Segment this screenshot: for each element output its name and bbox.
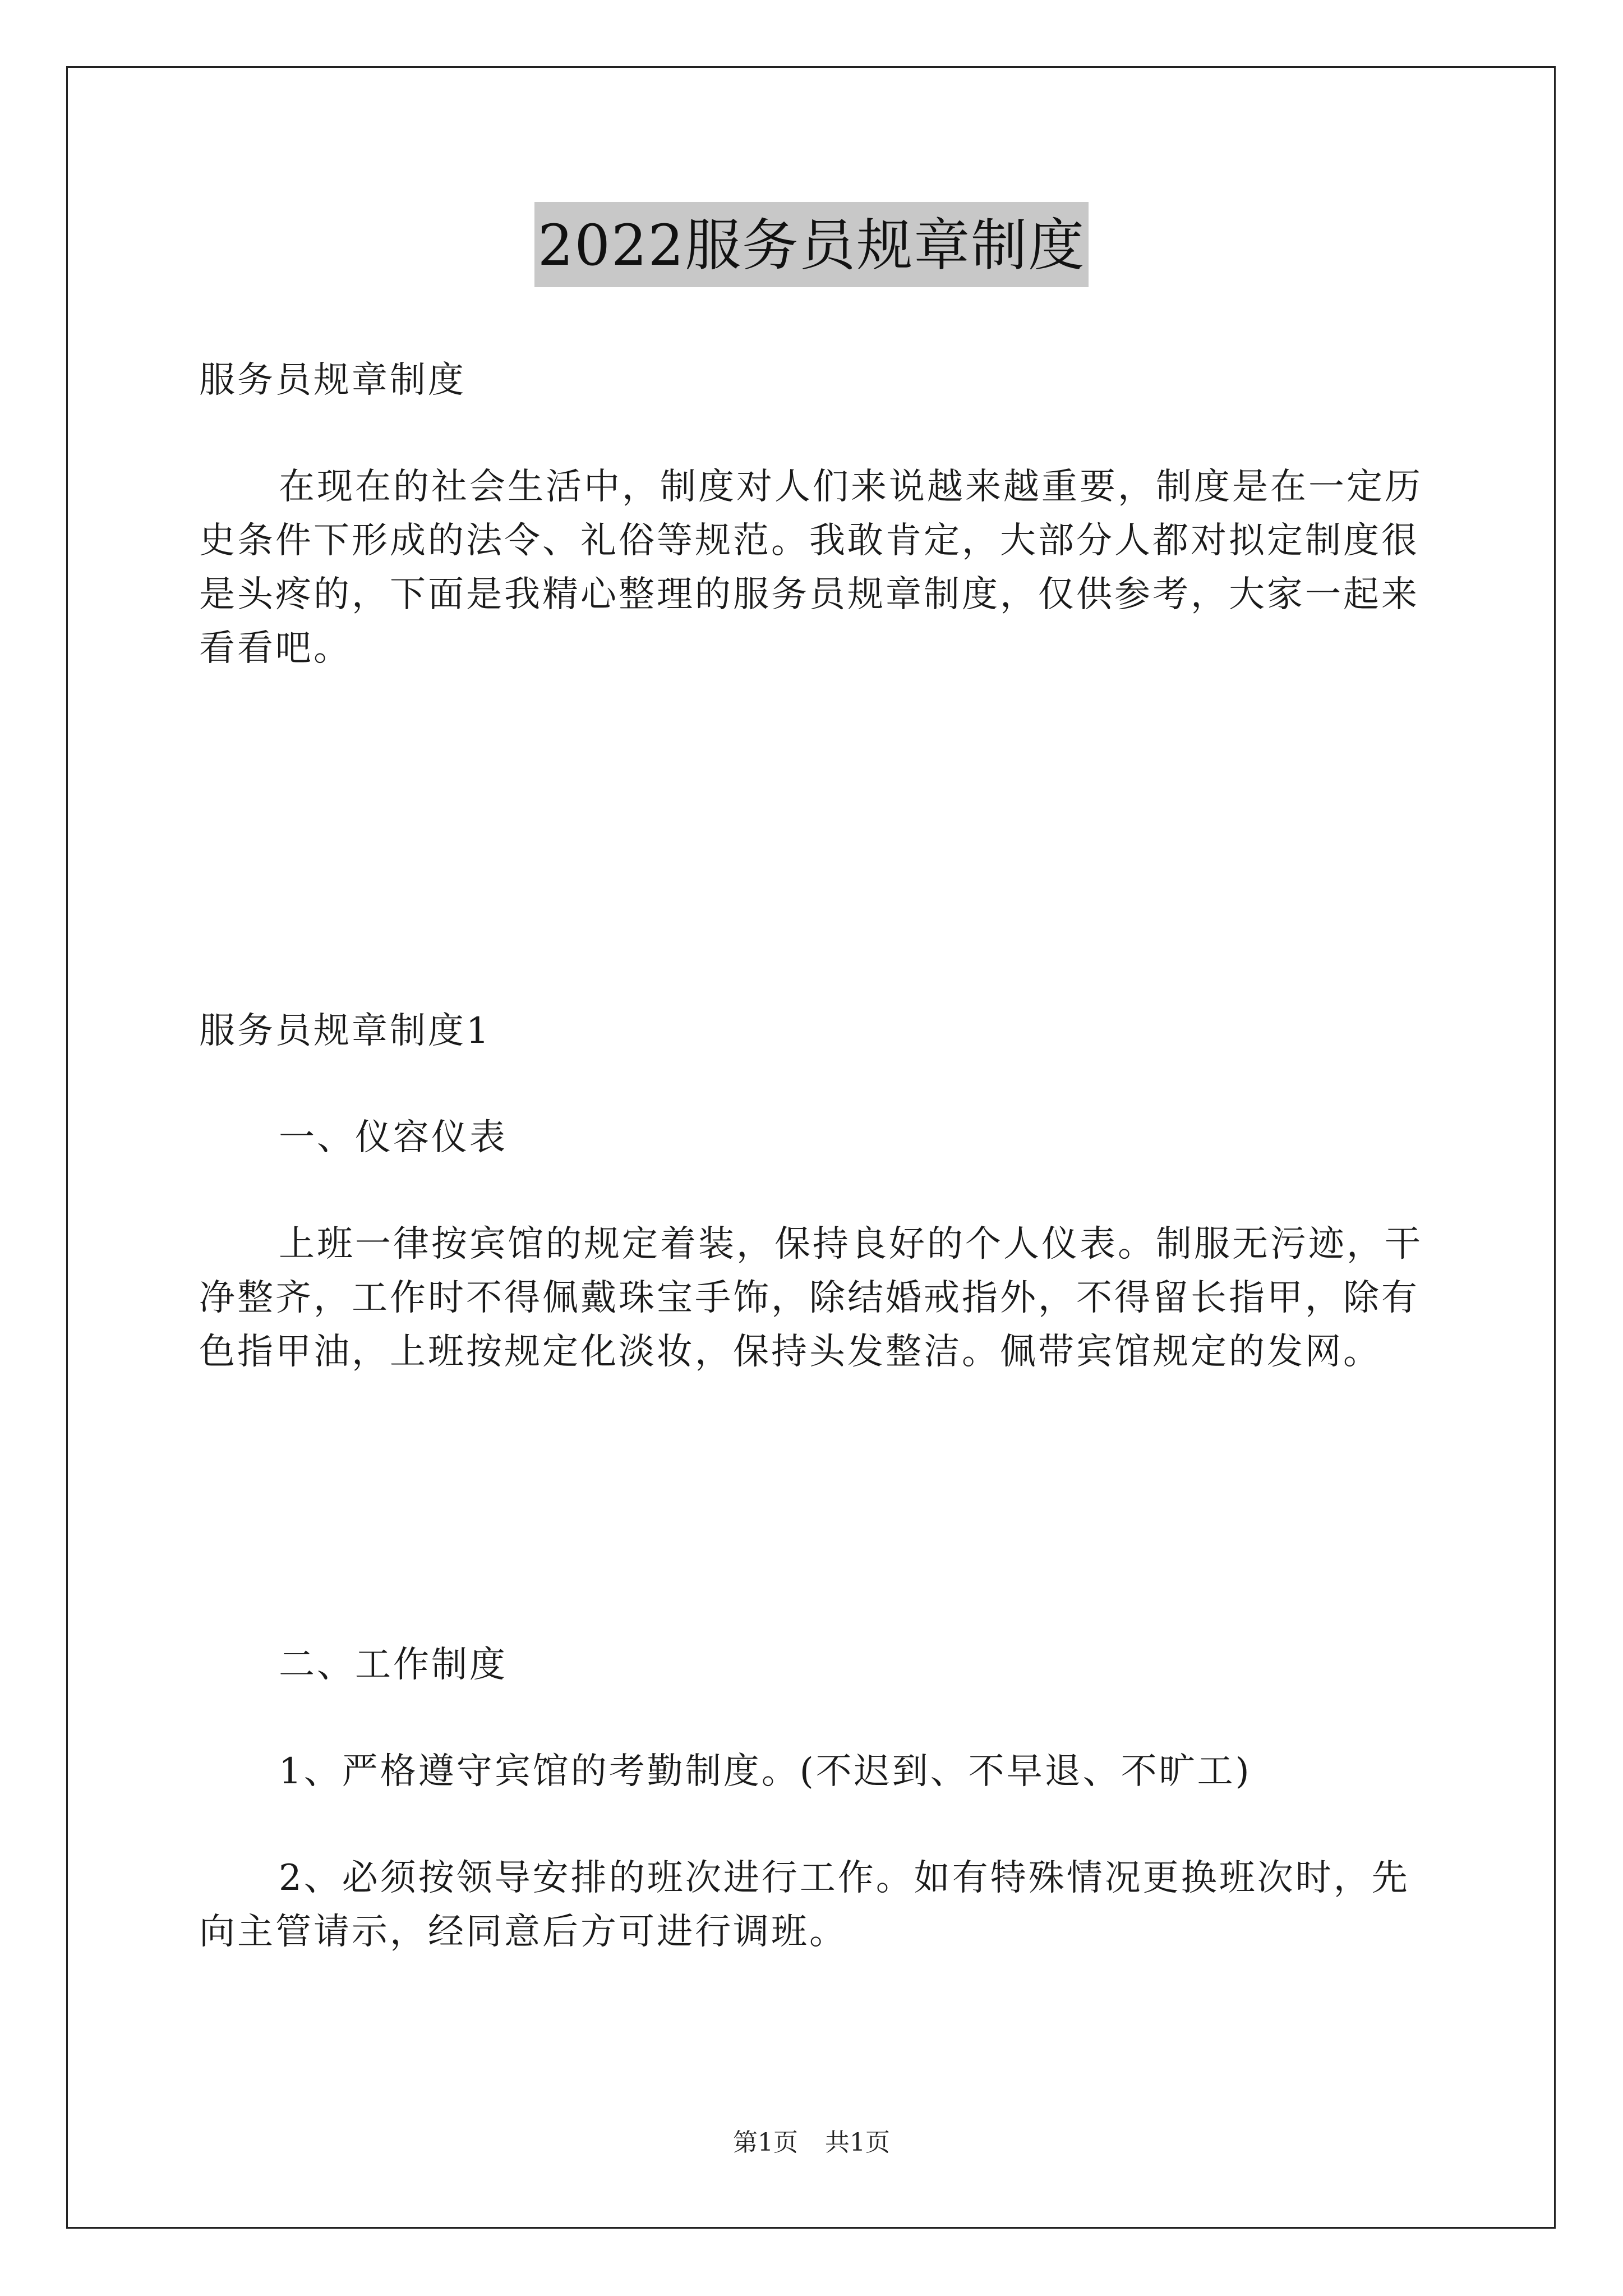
page-number: 第1页 — [733, 2128, 798, 2157]
page-footer — [0, 2126, 1623, 2160]
paragraph-appearance: 上班一律按宾馆的规定着装，保持良好的个人仪表。制服无污迹，干净整齐，工作时不得佩戴珠宝手饰，除结婚戒指外，不得留长指甲，除有色指甲油，上班按规定化淡妆，保持头发整洁。佩带宾馆规定的发网。 — [199, 1223, 1423, 1373]
title-container — [0, 202, 1623, 287]
subtitle: 服务员规章制度 — [199, 360, 466, 401]
document-title: 2022服务员规章制度 — [534, 202, 1089, 287]
section-title: 服务员规章制度1 — [199, 1010, 491, 1052]
rule-item-2: 2、必须按领导安排的班次进行工作。如有特殊情况更换班次时，先向主管请示，经同意后方可进行调班。 — [199, 1857, 1410, 1953]
heading-work-rules: 二、工作制度 — [279, 1644, 508, 1686]
rule-item-1: 1、严格遵守宾馆的考勤制度。(不迟到、不早退、不旷工) — [279, 1751, 1252, 1792]
page-total: 共1页 — [825, 2128, 890, 2157]
heading-appearance: 一、仪容仪表 — [279, 1117, 508, 1158]
intro-paragraph: 在现在的社会生活中，制度对人们来说越来越重要，制度是在一定历史条件下形成的法令、礼俗等规范。我敢肯定，大部分人都对拟定制度很是头疼的，下面是我精心整理的服务员规章制度，仅供参考，大家一起来看看吧。 — [199, 466, 1423, 669]
